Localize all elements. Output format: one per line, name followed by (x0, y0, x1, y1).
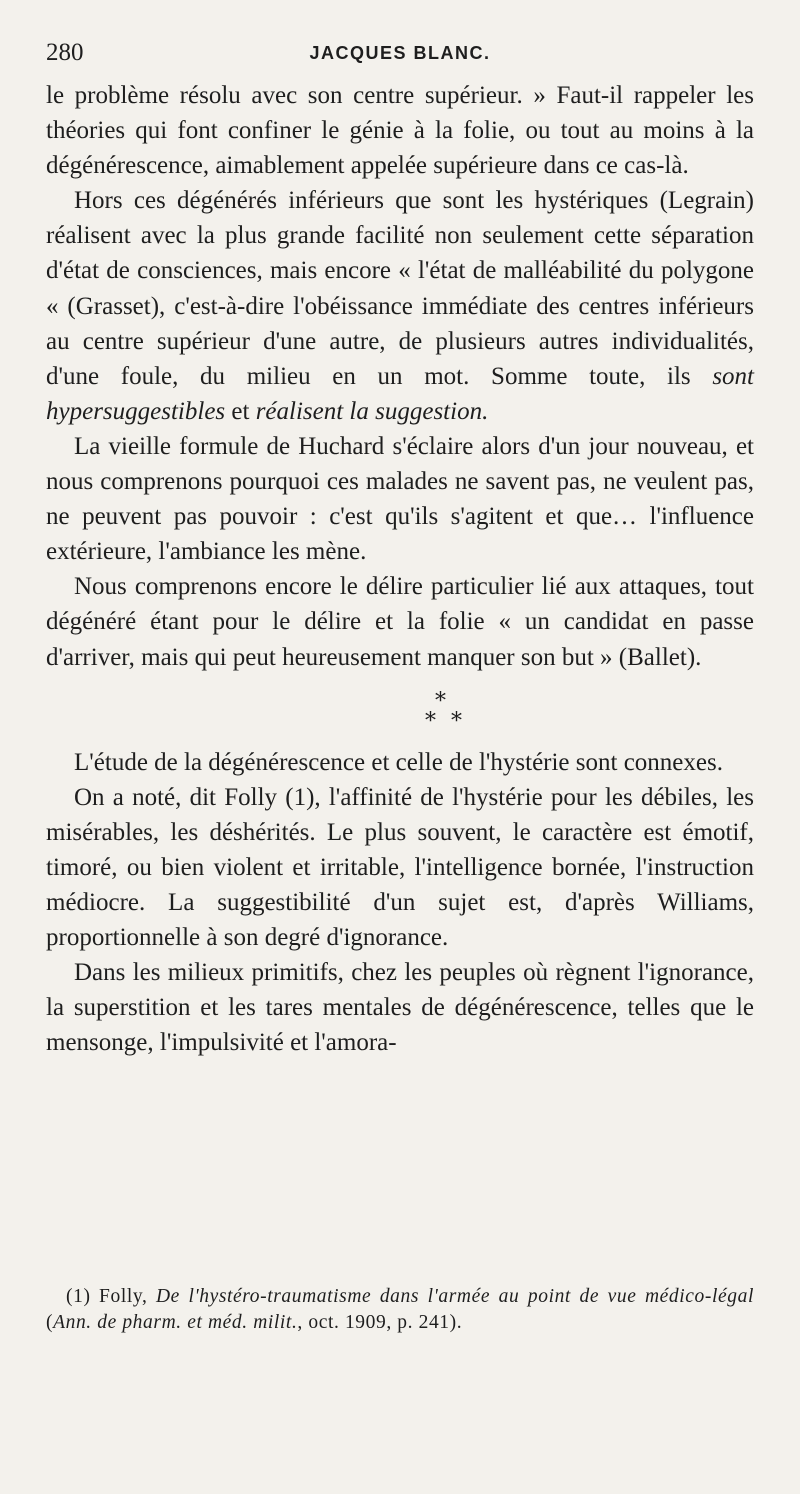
paragraph-1: le problème résolu avec son centre supérieur. » Faut-il rappeler les théories qui font confiner le génie à la folie, ou tout au moins à la dégénérescence, aimablement appelée supérieure dans ce cas-là. (46, 82, 754, 180)
body-text (46, 78, 754, 1060)
paragraph-4: Nous comprenons encore le délire particulier lié aux attaques, tout dégénéré étant pour le délire et la folie « un candidat en passe d'arriver, mais qui peut heureusement manquer son but » (Ballet). (46, 573, 754, 671)
paragraph-5: L'étude de la dégénérescence et celle de l'hystérie sont connexes. (74, 748, 723, 776)
paragraph-7: Dans les milieux primitifs, chez les peuples où règnent l'ignorance, la superstition et les tares mentales de dégénérescence, telles que le mensonge, l'impulsivité et l'amora- (46, 959, 754, 1057)
footnote-journal: Ann. de pharm. et méd. milit. (53, 1312, 298, 1333)
paragraph-2-mid: et (225, 397, 256, 425)
footnote-tail: , oct. 1909, p. 241). (297, 1312, 463, 1333)
footnote-title: De l'hystéro-traumatisme dans l'armée au point de vue médico-légal (155, 1286, 754, 1307)
paragraph-3: La vieille formule de Huchard s'éclaire alors d'un jour nouveau, et nous comprenons pourquoi ces malades ne savent pas, ne veulent pas, ne peuvent pas pouvoir : c'est qu'ils s'agitent et que… l'influence extérieure, l'ambiance les mène. (46, 432, 754, 566)
paragraph-6: On a noté, dit Folly (1), l'affinité de l'hystérie pour les débiles, les misérables, les déshérités. Le plus souvent, le caractère est émotif, timoré, ou bien violent et irritable, l'intelligence bornée, l'instruction médiocre. La suggestibilité d'un sujet est, d'après Williams, proportionnelle à son degré d'ignorance. (46, 783, 754, 952)
paragraph-2-emphasis-1: sont hypersuggestibles (46, 362, 754, 425)
asterism-bottom: * * (425, 708, 466, 734)
section-separator (46, 675, 754, 745)
page-header (46, 36, 754, 70)
footnote-marker: (1) Folly, (66, 1286, 156, 1307)
running-title: JACQUES BLANC. (309, 43, 491, 63)
paragraph-2-emphasis-2: réalisent la suggestion. (255, 397, 489, 425)
paragraph-2 (46, 183, 754, 429)
page-number: 280 (46, 39, 84, 66)
paragraph-2-text: Hors ces dégénérés inférieurs que sont les hystériques (Legrain) réalisent avec la plus grande facilité non seulement cette séparation d'état de consciences, mais encore « l'état de malléabilité du polygone « (Grasset), c'est-à-dire l'obéissance immédiate des centres inférieurs au centre supérieur d'une autre, de plusieurs autres individualités, d'une foule, du milieu en un mot. Somme toute, ils (46, 187, 754, 390)
footnote-mid: ( (46, 1312, 54, 1333)
asterism-top: * (435, 688, 446, 714)
footnote (46, 1284, 754, 1336)
